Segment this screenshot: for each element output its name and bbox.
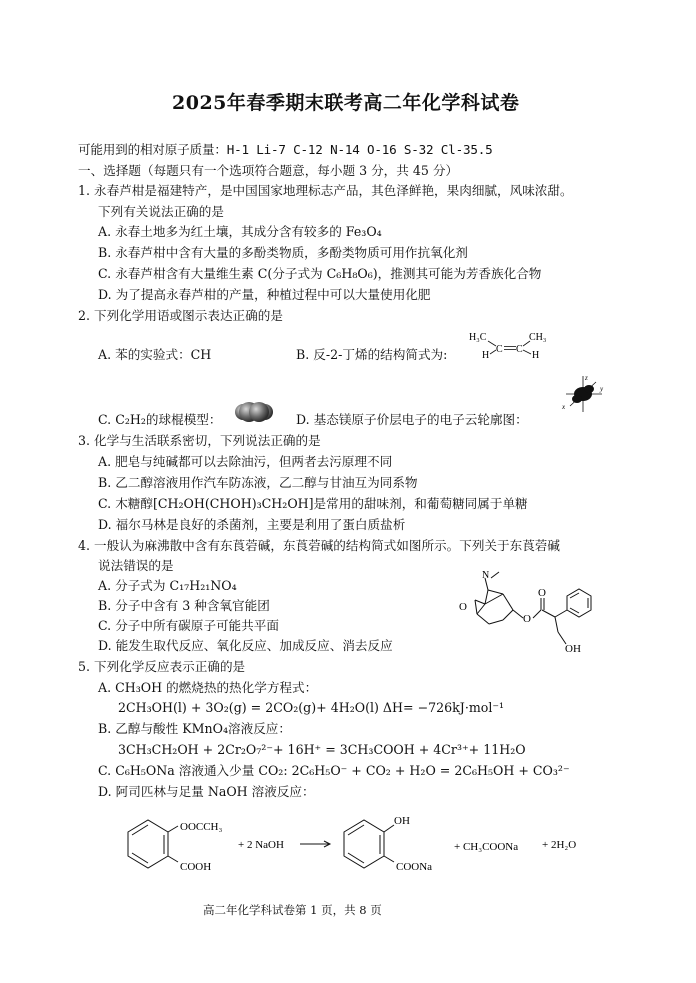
product-oh: OH bbox=[394, 815, 410, 827]
product-coona: COONa bbox=[396, 861, 433, 873]
q1-stem-cont: 下列有关说法正确的是 bbox=[98, 204, 224, 219]
section-heading: 一、选择题（每题只有一个选项符合题意，每小题 3 分，共 45 分） bbox=[78, 163, 459, 178]
q4-option-c: C. 分子中所有碳原子可能共平面 bbox=[98, 618, 279, 633]
reagent-naoh: + 2 NaOH bbox=[238, 839, 284, 851]
mg-orbital-figure bbox=[558, 372, 608, 416]
q1-option-a: A. 永春土地多为红土壤，其成分含有较多的 Fe₃O₄ bbox=[98, 224, 382, 239]
q5-option-c: C. C₆H₅ONa 溶液通入少量 CO₂: 2C₆H₅O⁻ + CO₂ + H₂O = 2C₆H₅OH + CO₃²⁻ bbox=[98, 763, 570, 778]
struct-h-left: H bbox=[482, 350, 490, 361]
q4-option-a: A. 分子式为 C₁₇H₂₁NO₄ bbox=[98, 578, 237, 593]
q1-option-b: B. 永春芦柑中含有大量的多酚类物质，多酚类物质可用作抗氧化剂 bbox=[98, 245, 468, 260]
q3-option-a: A. 肥皂与纯碱都可以去除油污，但两者去污原理不同 bbox=[98, 454, 393, 469]
q5-stem: 5. 下列化学反应表示正确的是 bbox=[78, 659, 246, 674]
q3-option-d: D. 福尔马林是良好的杀菌剂，主要是利用了蛋白质盐析 bbox=[98, 517, 406, 532]
struct-ch3: CH₃ bbox=[529, 332, 547, 343]
struct-n: N bbox=[482, 570, 490, 581]
q4-option-d: D. 能发生取代反应、氧化反应、加成反应、消去反应 bbox=[98, 638, 393, 653]
atomic-masses: 可能用到的相对原子质量：H-1 Li-7 C-12 N-14 O-16 S-32 Cl-35.5 bbox=[78, 142, 493, 157]
page-title: 2025年春季期末联考高二年化学科试卷 bbox=[172, 92, 520, 114]
q5-option-b-equation: 3CH₃CH₂OH + 2Cr₂O₇²⁻+ 16H⁺ = 3CH₃COOH + 4Cr³⁺+ 11H₂O bbox=[118, 742, 526, 757]
q2-option-c: C. C₂H₂的球棍模型： bbox=[98, 412, 222, 427]
axis-x-label: x bbox=[562, 403, 566, 411]
q2-option-a: A. 苯的实验式：CH bbox=[98, 347, 212, 362]
struct-o-ester: O bbox=[523, 613, 531, 625]
axis-y-label: y bbox=[600, 385, 604, 393]
aspirin-cooh: COOH bbox=[180, 861, 212, 873]
struct-oh: OH bbox=[565, 643, 581, 655]
q1-option-c: C. 永春芦柑含有大量维生素 C(分子式为 C₆H₈O₆)，推测其可能为芳香族化合物 bbox=[98, 266, 542, 281]
q5-option-b: B. 乙醇与酸性 KMnO₄溶液反应： bbox=[98, 721, 291, 736]
q3-option-b: B. 乙二醇溶液用作汽车防冻液，乙二醇与甘油互为同系物 bbox=[98, 475, 418, 490]
struct-h3c: H₃C bbox=[469, 332, 487, 343]
q2-stem: 2. 下列化学用语或图示表达正确的是 bbox=[78, 308, 283, 323]
struct-o-carbonyl: O bbox=[538, 587, 546, 599]
aspirin-naoh-reaction bbox=[118, 810, 618, 878]
struct-h-right: H bbox=[532, 350, 540, 361]
q4-stem-cont: 说法错误的是 bbox=[98, 558, 174, 573]
product-water: + 2H₂O bbox=[542, 839, 577, 851]
q1-option-d: D. 为了提高永春芦柑的产量，种植过程中可以大量使用化肥 bbox=[98, 287, 431, 302]
q4-option-b: B. 分子中含有 3 种含氧官能团 bbox=[98, 598, 270, 613]
struct-o-epoxide: O bbox=[459, 601, 467, 613]
q1-stem: 1. 永春芦柑是福建特产，是中国国家地理标志产品，其色泽鲜艳，果肉细腻，风味浓甜。 bbox=[78, 183, 573, 198]
axis-z-label: z bbox=[585, 374, 588, 382]
scopolamine-structure bbox=[455, 560, 620, 660]
aspirin-oocch3: OOCCH₃ bbox=[180, 821, 223, 833]
q4-stem: 4. 一般认为麻沸散中含有东莨菪碱，东莨菪碱的结构简式如图所示。下列关于东莨菪碱 bbox=[78, 538, 560, 553]
q2-option-d: D. 基态镁原子价层电子的电子云轮廓图： bbox=[296, 412, 528, 427]
struct-c1: C bbox=[496, 344, 503, 355]
product-ch3coona: + CH₃COONa bbox=[454, 841, 519, 853]
c2h2-ball-stick-model bbox=[234, 398, 274, 426]
struct-c2: C bbox=[516, 344, 523, 355]
q3-option-c: C. 木糖醇[CH₂OH(CHOH)₃CH₂OH]是常用的甜味剂，和葡萄糖同属于单糖 bbox=[98, 496, 528, 511]
page-footer: 高二年化学科试卷第 1 页，共 8 页 bbox=[203, 903, 382, 917]
q2-option-b: B. 反-2-丁烯的结构简式为: bbox=[296, 347, 448, 362]
q5-option-a-equation: 2CH₃OH(l) + 3O₂(g) = 2CO₂(g)+ 4H₂O(l) ΔH= −726kJ·mol⁻¹ bbox=[118, 700, 505, 715]
q5-option-d: D. 阿司匹林与足量 NaOH 溶液反应： bbox=[98, 784, 315, 799]
q3-stem: 3. 化学与生活联系密切，下列说法正确的是 bbox=[78, 433, 321, 448]
trans-2-butene-structure bbox=[466, 328, 558, 364]
q5-option-a: A. CH₃OH 的燃烧热的热化学方程式： bbox=[98, 680, 318, 695]
